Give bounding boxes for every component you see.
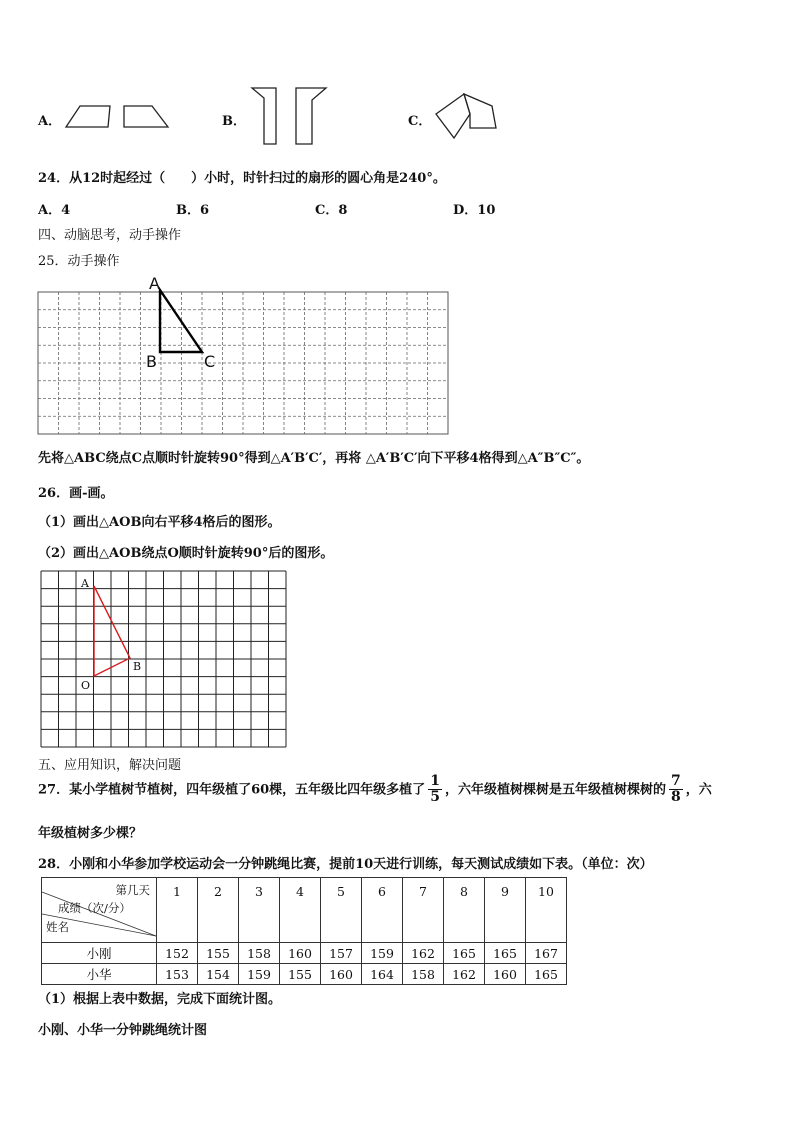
header-score: 成绩（次/分）	[58, 901, 131, 915]
table-cell: 155	[280, 964, 321, 985]
day-header: 10	[526, 878, 567, 943]
table-diagonal-header	[42, 878, 157, 943]
table-cell: 159	[239, 964, 280, 985]
table-cell: 162	[444, 964, 485, 985]
section-4-heading: 四、动脑思考，动手操作	[38, 228, 182, 243]
q24-option-c: C．8	[315, 203, 348, 218]
q26-part2: （2）画出△AOB绕点O顺时针旋转90°后的图形。	[38, 546, 334, 561]
q25-label-b: B	[146, 352, 157, 371]
q24-question: 24．从12时起经过（ ）小时，时针扫过的扇形的圆心角是240°。	[38, 171, 446, 186]
table-cell: 165	[526, 964, 567, 985]
day-header: 5	[321, 878, 362, 943]
header-day: 第几天	[115, 883, 150, 897]
q26-label-o: O	[81, 679, 91, 692]
row-name: 小刚	[42, 943, 157, 964]
table-cell: 152	[157, 943, 198, 964]
jump-rope-score-table	[41, 877, 567, 985]
header-name: 姓名	[46, 920, 69, 934]
option-c-label: C．	[408, 114, 432, 129]
table-cell: 160	[321, 964, 362, 985]
q24-option-d: D．10	[453, 203, 496, 218]
option-a-shapes	[64, 104, 174, 130]
table-cell: 165	[485, 943, 526, 964]
table-cell: 158	[239, 943, 280, 964]
option-b-label: B．	[222, 114, 246, 129]
table-cell: 165	[444, 943, 485, 964]
table-cell: 157	[321, 943, 362, 964]
day-header: 1	[157, 878, 198, 943]
option-c-shapes	[434, 92, 504, 142]
q25-label-c: C	[204, 352, 216, 371]
q25-label-a: A	[149, 274, 160, 293]
table-cell: 164	[362, 964, 403, 985]
table-cell: 158	[403, 964, 444, 985]
table-cell: 167	[526, 943, 567, 964]
fraction-seven-eighths: $\frac{7}{8}$	[670, 773, 681, 806]
section-5-heading: 五、应用知识，解决问题	[38, 758, 182, 773]
q25-instruction: 先将△ABC绕点C点顺时针旋转90°得到△A′B′C′，再将 △A′B′C′向下平移4格得到△A″B″C″。	[38, 451, 590, 466]
day-header: 2	[198, 878, 239, 943]
q26-part1: （1）画出△AOB向右平移4格后的图形。	[38, 515, 281, 530]
q26-label-a: A	[81, 577, 89, 590]
day-header: 3	[239, 878, 280, 943]
day-header: 8	[444, 878, 485, 943]
q26-triangle-aob	[40, 570, 288, 748]
chart-title: 小刚、小华一分钟跳绳统计图	[38, 1023, 208, 1038]
q27-line1: 27．某小学植树节植树，四年级植了60棵，五年级比四年级多植了 $\frac{1}{5}$ ，六年级植树棵树是五年级植树棵树的 $\frac{7}{8}$ ，六	[38, 773, 712, 806]
q24-option-a: A．4	[38, 203, 71, 218]
row-name: 小华	[42, 964, 157, 985]
q25-triangle-abc	[38, 292, 450, 436]
q26-title: 26．画-画。	[38, 486, 114, 501]
option-b-shapes	[250, 86, 330, 146]
option-a-label: A．	[38, 114, 62, 129]
table-row	[42, 943, 567, 964]
q24-option-b: B．6	[176, 203, 210, 218]
q28-question: 28．小刚和小华参加学校运动会一分钟跳绳比赛，提前10天进行训练，每天测试成绩如下表。（单位：次）	[38, 857, 653, 872]
fraction-one-fifth: $\frac{1}{5}$	[430, 773, 440, 806]
q26-label-b: B	[133, 660, 142, 673]
q25-title: 25．动手操作	[38, 254, 120, 269]
day-header: 4	[280, 878, 321, 943]
table-cell: 155	[198, 943, 239, 964]
table-cell: 160	[485, 964, 526, 985]
table-cell: 160	[280, 943, 321, 964]
day-header: 7	[403, 878, 444, 943]
table-cell: 159	[362, 943, 403, 964]
table-row	[42, 964, 567, 985]
day-header: 6	[362, 878, 403, 943]
table-cell: 162	[403, 943, 444, 964]
table-cell: 153	[157, 964, 198, 985]
table-cell: 154	[198, 964, 239, 985]
q28-sub1: （1）根据上表中数据，完成下面统计图。	[38, 992, 282, 1007]
q27-line2: 年级植树多少棵？	[38, 826, 143, 841]
day-header: 9	[485, 878, 526, 943]
